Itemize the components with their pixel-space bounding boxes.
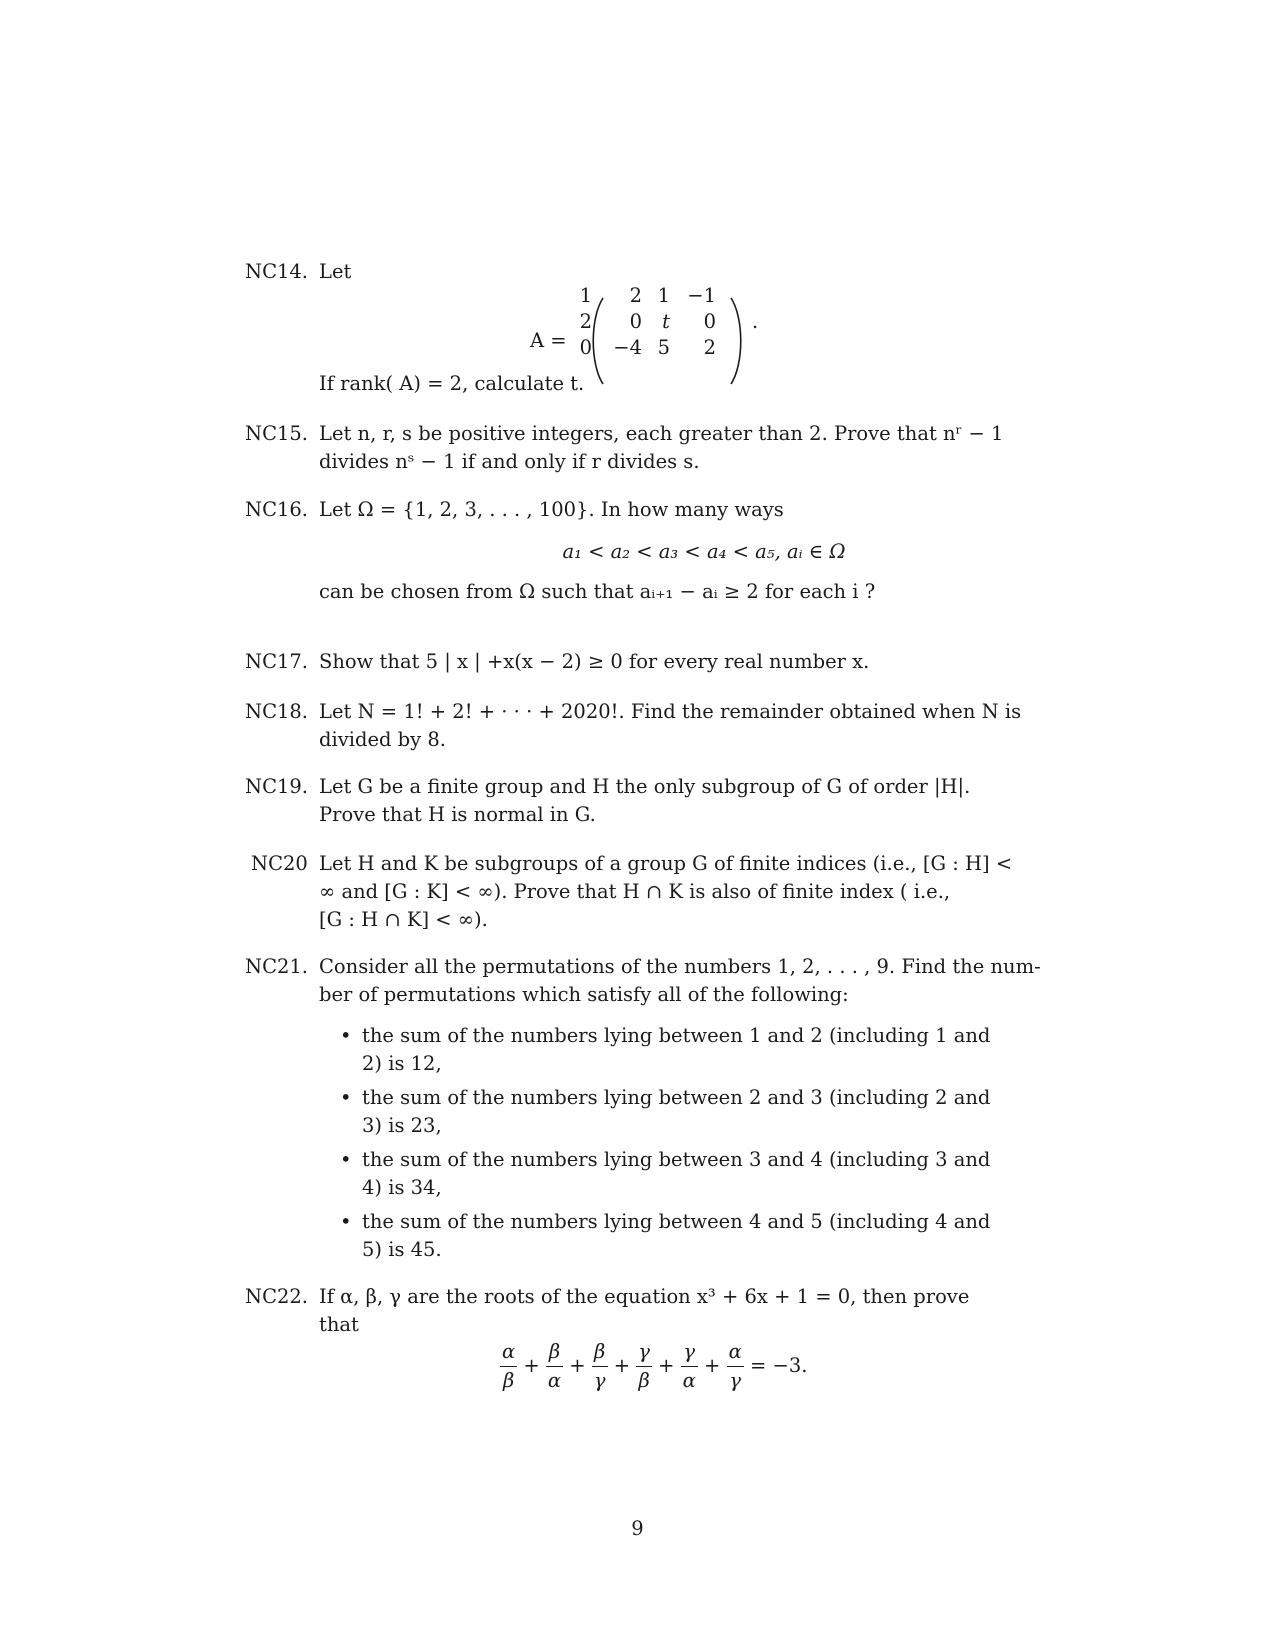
numerator: β bbox=[592, 1338, 608, 1367]
equation-rhs: = −3. bbox=[749, 1354, 808, 1377]
text-line: Let H and K be subgroups of a group G of finite indices (i.e., [G : H] < bbox=[319, 852, 1013, 875]
problem-text bbox=[319, 578, 1015, 606]
denominator: γ bbox=[729, 1369, 741, 1392]
page-number: 9 bbox=[631, 1517, 644, 1540]
text-line: 3) is 23, bbox=[362, 1114, 442, 1137]
text-line: Let N = 1! + 2! + · · · + 2020!. Find the remainder obtained when N is bbox=[319, 700, 1022, 723]
problem-text bbox=[319, 648, 1015, 676]
denominator: β bbox=[502, 1369, 515, 1392]
matrix-cell: −1 bbox=[687, 284, 716, 307]
matrix-end-period: . bbox=[752, 310, 759, 333]
problem-text bbox=[319, 953, 1041, 1009]
problem-text bbox=[319, 496, 1015, 524]
problem-intro: Let bbox=[319, 260, 352, 283]
problem-label: NC20 bbox=[251, 852, 308, 875]
problem-label: NC15. bbox=[245, 422, 308, 445]
denominator: β bbox=[638, 1369, 650, 1392]
text-line: Let Ω = {1, 2, 3, . . . , 100}. In how many ways bbox=[319, 498, 784, 521]
fraction-equation bbox=[500, 1338, 807, 1395]
fraction bbox=[727, 1338, 744, 1395]
text-line: Prove that H is normal in G. bbox=[319, 803, 596, 826]
plus-sign: + bbox=[523, 1354, 540, 1377]
plus-sign: + bbox=[658, 1354, 675, 1377]
problem-label: NC19. bbox=[245, 775, 308, 798]
bullet-icon: • bbox=[340, 1086, 352, 1109]
text-line: that bbox=[319, 1313, 359, 1336]
list-item bbox=[340, 1084, 991, 1140]
problem-label: NC16. bbox=[245, 498, 308, 521]
problem-text: If rank( A) = 2, calculate t. bbox=[319, 372, 585, 395]
text-line: divides nˢ − 1 if and only if r divides s. bbox=[319, 450, 700, 473]
text-line: Let n, r, s be positive integers, each greater than 2. Prove that nʳ − 1 bbox=[319, 422, 1004, 445]
numerator: α bbox=[727, 1338, 744, 1367]
text-line: Show that 5 | x | +x(x − 2) ≥ 0 for every real number x. bbox=[319, 650, 870, 673]
matrix-cell: 2 bbox=[703, 336, 716, 359]
text-line: If α, β, γ are the roots of the equation x³ + 6x + 1 = 0, then prove bbox=[319, 1285, 970, 1308]
fraction bbox=[500, 1338, 517, 1395]
text-line: ber of permutations which satisfy all of the following: bbox=[319, 983, 849, 1006]
numerator: γ bbox=[681, 1338, 698, 1367]
matrix-cell: 0 bbox=[629, 310, 642, 333]
text-line: 2) is 12, bbox=[362, 1052, 442, 1075]
problem-label: NC17. bbox=[245, 650, 308, 673]
plus-sign: + bbox=[613, 1354, 631, 1377]
problem-text bbox=[319, 773, 1015, 829]
problem-label: NC21. bbox=[245, 955, 308, 978]
numerator: γ bbox=[636, 1338, 652, 1367]
matrix-label: A = bbox=[530, 329, 567, 352]
problem-label: NC22. bbox=[245, 1285, 308, 1308]
denominator: γ bbox=[593, 1369, 606, 1392]
problem-text bbox=[319, 1283, 1015, 1339]
matrix-cell: 1 bbox=[657, 284, 670, 307]
bullet-icon: • bbox=[340, 1148, 352, 1171]
bullet-list bbox=[340, 1022, 991, 1270]
text-line: the sum of the numbers lying between 4 and 5 (including 4 and bbox=[362, 1210, 991, 1233]
problem-label: NC18. bbox=[245, 700, 308, 723]
matrix-cell: 1 bbox=[579, 284, 592, 307]
fraction bbox=[681, 1338, 698, 1395]
text-line: ∞ and [G : K] < ∞). Prove that H ∩ K is also of finite index ( i.e., bbox=[319, 880, 951, 903]
text-line: the sum of the numbers lying between 1 and 2 (including 1 and bbox=[362, 1024, 991, 1047]
plus-sign: + bbox=[704, 1354, 721, 1377]
problem-text bbox=[319, 850, 1015, 934]
text-line: the sum of the numbers lying between 3 and 4 (including 3 and bbox=[362, 1148, 991, 1171]
text-line: can be chosen from Ω such that aᵢ₊₁ − aᵢ ≥ 2 for each i ? bbox=[319, 580, 876, 603]
fraction bbox=[592, 1338, 608, 1395]
text-line: the sum of the numbers lying between 2 and 3 (including 2 and bbox=[362, 1086, 991, 1109]
problem-label: NC14. bbox=[245, 260, 308, 283]
matrix-cell: 2 bbox=[629, 284, 642, 307]
display-equation: a₁ < a₂ < a₃ < a₄ < a₅, aᵢ ∈ Ω bbox=[562, 540, 846, 563]
plus-sign: + bbox=[569, 1354, 586, 1377]
fraction bbox=[636, 1338, 652, 1395]
text-line: 5) is 45. bbox=[362, 1238, 442, 1261]
text-line: Let G be a finite group and H the only subgroup of G of order |H|. bbox=[319, 775, 971, 798]
text-line: Consider all the permutations of the numbers 1, 2, . . . , 9. Find the num- bbox=[319, 955, 1041, 978]
matrix-cell: −4 bbox=[613, 336, 642, 359]
fraction bbox=[546, 1338, 563, 1395]
text-line: divided by 8. bbox=[319, 728, 446, 751]
matrix-cell: 0 bbox=[703, 310, 716, 333]
problem-text bbox=[319, 698, 1022, 754]
problem-text bbox=[319, 420, 1015, 476]
denominator: α bbox=[682, 1369, 696, 1392]
list-item bbox=[340, 1022, 991, 1078]
numerator: α bbox=[500, 1338, 517, 1367]
matrix-cell: t bbox=[662, 310, 670, 333]
list-item bbox=[340, 1208, 991, 1264]
matrix-cell: 2 bbox=[579, 310, 592, 333]
list-item bbox=[340, 1146, 991, 1202]
bullet-icon: • bbox=[340, 1024, 352, 1047]
denominator: α bbox=[547, 1369, 562, 1392]
numerator: β bbox=[546, 1338, 563, 1367]
matrix-cell: 5 bbox=[657, 336, 670, 359]
matrix-cell: 0 bbox=[579, 336, 592, 359]
text-line: [G : H ∩ K] < ∞). bbox=[319, 908, 488, 931]
text-line: 4) is 34, bbox=[362, 1176, 442, 1199]
bullet-icon: • bbox=[340, 1210, 352, 1233]
